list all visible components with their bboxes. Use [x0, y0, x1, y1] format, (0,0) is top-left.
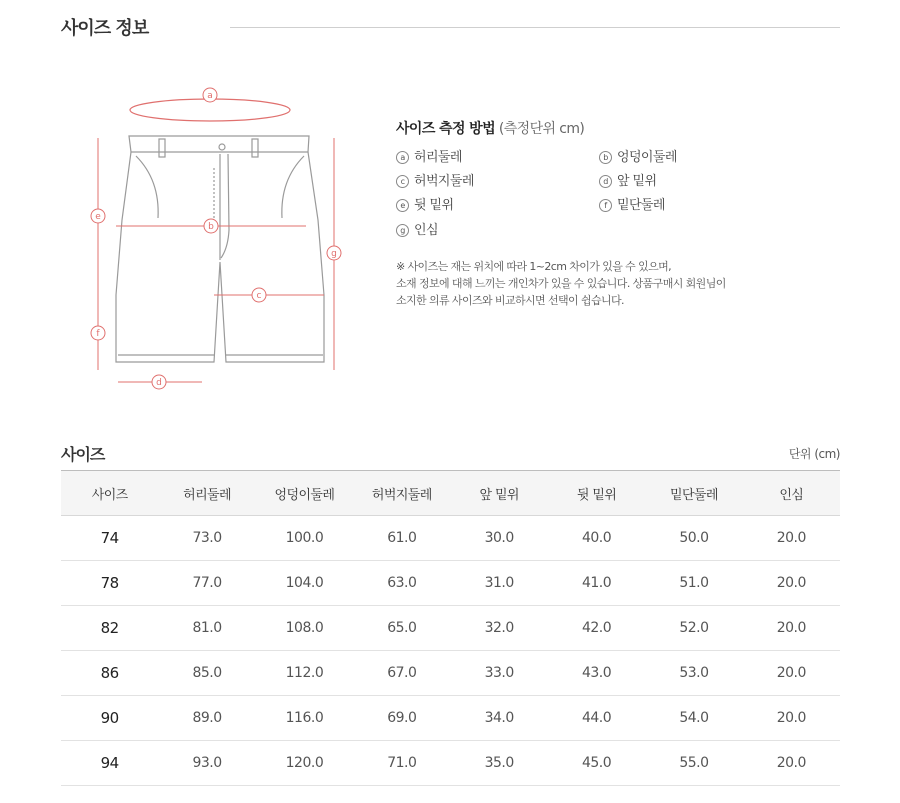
svg-text:d: d: [156, 378, 162, 388]
table-cell: 120.0: [256, 741, 353, 786]
table-cell: 78: [61, 561, 158, 606]
header-back-rise: 뒷 밑위: [548, 471, 645, 516]
svg-text:b: b: [208, 222, 214, 232]
diagram-letter-g: [327, 246, 341, 260]
table-row: [61, 561, 840, 606]
table-cell: 86: [61, 651, 158, 696]
table-cell: 43.0: [548, 651, 645, 696]
table-cell: 69.0: [353, 696, 450, 741]
table-cell: 32.0: [451, 606, 548, 651]
method-title-text: 사이즈 측정 방법: [396, 121, 496, 137]
table-cell: 82: [61, 606, 158, 651]
table-header-row: [61, 471, 840, 516]
size-notes: [396, 258, 726, 309]
legend-label: 허리둘레: [414, 150, 462, 165]
table-cell: 67.0: [353, 651, 450, 696]
legend-label: 허벅지둘레: [414, 174, 474, 189]
header-hem: 밑단둘레: [645, 471, 742, 516]
legend-item-hem: [599, 194, 665, 213]
table-cell: 104.0: [256, 561, 353, 606]
diagram-letter-b: [204, 219, 218, 233]
table-cell: 89.0: [158, 696, 255, 741]
table-cell: 40.0: [548, 516, 645, 561]
legend-item-hip: [599, 146, 677, 165]
table-cell: 31.0: [451, 561, 548, 606]
table-cell: 20.0: [743, 696, 840, 741]
table-cell: 81.0: [158, 606, 255, 651]
table-row: [61, 516, 840, 561]
method-unit-note: (측정단위 cm): [498, 121, 585, 137]
svg-text:e: e: [95, 212, 101, 222]
table-cell: 30.0: [451, 516, 548, 561]
diagram-letter-a: [203, 88, 217, 102]
table-cell: 94: [61, 741, 158, 786]
table-cell: 20.0: [743, 651, 840, 696]
table-row: [61, 651, 840, 696]
legend-letter: c: [396, 175, 409, 188]
note-line: ※ 사이즈는 재는 위치에 따라 1~2cm 차이가 있을 수 있으며,: [396, 260, 672, 273]
svg-text:g: g: [331, 249, 337, 259]
table-cell: 85.0: [158, 651, 255, 696]
table-cell: 71.0: [353, 741, 450, 786]
table-cell: 116.0: [256, 696, 353, 741]
table-row: [61, 741, 840, 786]
header-front-rise: 앞 밑위: [451, 471, 548, 516]
table-cell: 20.0: [743, 741, 840, 786]
page-title: 사이즈 정보: [61, 18, 149, 39]
title-divider: [230, 27, 840, 28]
table-cell: 54.0: [645, 696, 742, 741]
table-cell: 51.0: [645, 561, 742, 606]
table-cell: 41.0: [548, 561, 645, 606]
table-cell: 33.0: [451, 651, 548, 696]
legend-label: 밑단둘레: [617, 198, 665, 213]
legend-item-front-rise: [599, 170, 656, 189]
legend-label: 앞 밑위: [617, 174, 657, 189]
legend-letter: b: [599, 151, 612, 164]
header-thigh: 허벅지둘레: [353, 471, 450, 516]
table-cell: 45.0: [548, 741, 645, 786]
table-cell: 63.0: [353, 561, 450, 606]
header-waist: 허리둘레: [158, 471, 255, 516]
size-unit-label: 단위 (cm): [788, 447, 840, 461]
method-title: [396, 118, 816, 138]
header-hip: 엉덩이둘레: [256, 471, 353, 516]
table-cell: 50.0: [645, 516, 742, 561]
legend-label: 엉덩이둘레: [617, 150, 677, 165]
legend-label: 인심: [414, 223, 438, 238]
table-row: [61, 696, 840, 741]
measurement-legend: [396, 146, 816, 246]
table-cell: 93.0: [158, 741, 255, 786]
diagram-letter-f: [91, 326, 105, 340]
legend-letter: d: [599, 175, 612, 188]
table-cell: 44.0: [548, 696, 645, 741]
svg-text:c: c: [256, 291, 262, 301]
table-cell: 35.0: [451, 741, 548, 786]
legend-letter: f: [599, 199, 612, 212]
table-cell: 108.0: [256, 606, 353, 651]
legend-item-thigh: [396, 170, 474, 189]
shorts-diagram: [80, 70, 360, 430]
table-cell: 42.0: [548, 606, 645, 651]
size-section-title: 사이즈: [61, 445, 105, 464]
header-size: 사이즈: [61, 471, 158, 516]
table-row: [61, 606, 840, 651]
shorts-outline: [116, 136, 324, 362]
diagram-letter-c: [252, 288, 266, 302]
diagram-letter-d: [152, 375, 166, 389]
table-cell: 34.0: [451, 696, 548, 741]
table-cell: 55.0: [645, 741, 742, 786]
table-cell: 90: [61, 696, 158, 741]
legend-letter: e: [396, 199, 409, 212]
table-cell: 20.0: [743, 561, 840, 606]
svg-text:f: f: [96, 329, 100, 339]
note-line: 소지한 의류 사이즈와 비교하시면 선택이 쉽습니다.: [396, 294, 624, 307]
table-cell: 74: [61, 516, 158, 561]
table-cell: 53.0: [645, 651, 742, 696]
table-cell: 65.0: [353, 606, 450, 651]
table-cell: 100.0: [256, 516, 353, 561]
measurement-method: [396, 118, 816, 307]
table-cell: 20.0: [743, 606, 840, 651]
legend-item-inseam: [396, 219, 438, 238]
table-cell: 77.0: [158, 561, 255, 606]
size-table: [61, 470, 840, 786]
legend-letter: a: [396, 151, 409, 164]
legend-item-waist: [396, 146, 462, 165]
note-line: 소재 정보에 대해 느끼는 개인차가 있을 수 있습니다. 상품구매시 회원님이: [396, 277, 726, 290]
legend-label: 뒷 밑위: [414, 198, 454, 213]
svg-text:a: a: [207, 91, 213, 101]
header-inseam: 인심: [743, 471, 840, 516]
legend-item-back-rise: [396, 194, 453, 213]
table-cell: 61.0: [353, 516, 450, 561]
table-cell: 73.0: [158, 516, 255, 561]
table-cell: 52.0: [645, 606, 742, 651]
table-cell: 112.0: [256, 651, 353, 696]
legend-letter: g: [396, 224, 409, 237]
table-cell: 20.0: [743, 516, 840, 561]
diagram-letter-e: [91, 209, 105, 223]
